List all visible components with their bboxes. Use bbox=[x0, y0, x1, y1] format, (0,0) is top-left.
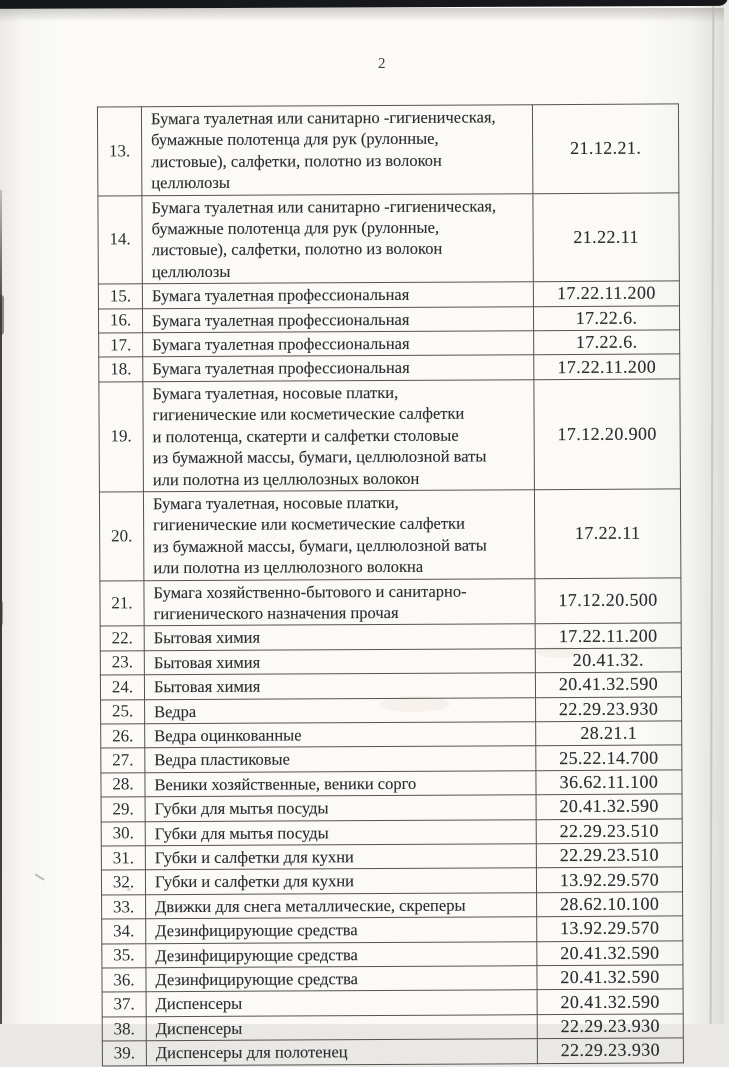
row-number: 28. bbox=[101, 773, 145, 798]
table-row bbox=[101, 721, 682, 748]
row-number: 25. bbox=[101, 699, 145, 724]
row-number: 34. bbox=[102, 919, 146, 944]
row-code: 17.22.11.200 bbox=[533, 281, 679, 306]
row-code: 21.12.21. bbox=[532, 104, 678, 193]
table-row bbox=[102, 989, 683, 1016]
row-code: 13.92.29.570 bbox=[536, 867, 682, 892]
row-code: 20.41.32. bbox=[535, 648, 681, 673]
row-number: 15. bbox=[98, 284, 142, 309]
row-number: 35. bbox=[102, 943, 146, 968]
row-number: 20. bbox=[99, 492, 143, 581]
row-number: 30. bbox=[101, 821, 145, 846]
row-number: 27. bbox=[101, 748, 145, 773]
row-description: Бумага хозяйственно-бытового и санитарно- гигиенического назначения прочая bbox=[144, 578, 535, 626]
row-description: Ведра пластиковые bbox=[145, 746, 536, 772]
table-row bbox=[101, 794, 682, 821]
table-row bbox=[100, 623, 681, 650]
row-code: 20.41.32.590 bbox=[535, 672, 681, 697]
row-number: 37. bbox=[102, 992, 146, 1017]
row-number: 22. bbox=[100, 626, 144, 651]
row-description: Бытовая химия bbox=[144, 648, 535, 674]
row-code: 17.22.11.200 bbox=[534, 354, 680, 379]
row-description: Бумага туалетная, носовые платки, гигиенические или косметические салфетки и полотенца, скатерти и салфетки столовые из бумажной массы, бумаги, целлюлозной ваты или полотна из целлюлозных волокон bbox=[143, 380, 535, 492]
table-row bbox=[102, 916, 683, 943]
row-description: Диспенсеры bbox=[146, 1015, 537, 1041]
row-description: Бумага туалетная или санитарно -гигиеническая, бумажные полотенца для рук (рулонные, листовые), салфетки, полотно из волокон целлюлозы bbox=[141, 105, 532, 196]
row-number: 24. bbox=[100, 675, 144, 700]
row-number: 26. bbox=[101, 724, 145, 749]
row-description: Бумага туалетная профессиональная bbox=[142, 282, 533, 308]
row-number: 38. bbox=[102, 1017, 146, 1042]
row-code: 20.41.32.590 bbox=[536, 794, 682, 819]
row-number: 39. bbox=[102, 1041, 146, 1066]
row-number: 17. bbox=[99, 333, 143, 358]
table-row bbox=[101, 867, 682, 894]
row-code: 20.41.32.590 bbox=[537, 989, 683, 1014]
row-code: 22.29.23.930 bbox=[536, 696, 682, 721]
table-row bbox=[101, 843, 682, 870]
row-description: Бытовая химия bbox=[144, 624, 535, 650]
table-row bbox=[101, 745, 682, 772]
row-code: 13.92.29.570 bbox=[537, 916, 683, 941]
row-description: Дезинфицирующие средства bbox=[146, 941, 537, 967]
row-description: Бумага туалетная профессиональная bbox=[143, 331, 534, 357]
row-description: Бумага туалетная профессиональная bbox=[142, 306, 533, 332]
row-description: Дезинфицирующие средства bbox=[146, 966, 537, 992]
row-description: Бумага туалетная профессиональная bbox=[143, 355, 534, 381]
table-row bbox=[102, 1038, 683, 1065]
row-description: Бытовая химия bbox=[144, 673, 535, 699]
table-row bbox=[101, 770, 682, 797]
table-row bbox=[99, 354, 680, 381]
row-code: 17.22.11.200 bbox=[535, 623, 681, 648]
row-description: Ведра оцинкованные bbox=[145, 722, 536, 748]
row-description: Дезинфицирующие средства bbox=[146, 917, 537, 943]
row-code: 22.29.23.930 bbox=[537, 1038, 683, 1063]
row-number: 32. bbox=[101, 870, 145, 895]
table-row bbox=[100, 672, 681, 699]
row-number: 13. bbox=[97, 107, 141, 196]
row-code: 17.22.6. bbox=[534, 330, 680, 355]
row-code: 22.29.23.510 bbox=[536, 843, 682, 868]
row-code: 17.22.11 bbox=[534, 489, 680, 578]
page-number: 2 bbox=[377, 55, 386, 73]
row-number: 33. bbox=[102, 895, 146, 920]
table-row bbox=[101, 696, 682, 723]
row-code: 36.62.11.100 bbox=[536, 770, 682, 795]
row-description: Бумага туалетная, носовые платки, гигиенические или косметические салфетки из бумажной массы, бумаги, целлюлозной ваты или полотна из целлюлозного волокна bbox=[143, 490, 534, 581]
row-code: 17.22.6. bbox=[533, 306, 679, 331]
row-code: 17.12.20.900 bbox=[534, 379, 681, 490]
row-number: 14. bbox=[98, 195, 142, 284]
row-code: 25.22.14.700 bbox=[536, 745, 682, 770]
row-number: 19. bbox=[99, 382, 144, 492]
table-row bbox=[102, 1014, 683, 1041]
row-code: 28.62.10.100 bbox=[537, 892, 683, 917]
table-body bbox=[97, 104, 683, 1066]
row-number: 21. bbox=[100, 580, 144, 626]
row-description: Веники хозяйственные, веники сорго bbox=[145, 770, 536, 796]
row-number: 23. bbox=[100, 650, 144, 675]
row-number: 36. bbox=[102, 968, 146, 993]
row-code: 22.29.23.930 bbox=[537, 1014, 683, 1039]
row-code: 21.22.11 bbox=[533, 193, 679, 282]
row-code: 20.41.32.590 bbox=[537, 941, 683, 966]
row-number: 18. bbox=[99, 357, 143, 382]
row-code: 28.21.1 bbox=[536, 721, 682, 746]
table-row bbox=[100, 577, 681, 626]
table-row bbox=[102, 965, 683, 992]
table-row bbox=[99, 489, 680, 581]
table-row bbox=[97, 104, 678, 196]
row-description: Диспенсеры bbox=[146, 990, 537, 1016]
table-row bbox=[99, 379, 681, 492]
table-row bbox=[98, 281, 679, 308]
table-row bbox=[102, 892, 683, 919]
row-code: 17.12.20.500 bbox=[535, 577, 681, 624]
table-row bbox=[102, 941, 683, 968]
row-number: 29. bbox=[101, 797, 145, 822]
table-row bbox=[99, 330, 680, 357]
goods-classification-table bbox=[97, 103, 684, 1066]
row-number: 31. bbox=[101, 846, 145, 871]
row-description: Ведра bbox=[145, 697, 536, 723]
row-description: Губки для мытья посуды bbox=[145, 819, 536, 845]
row-description: Губки и салфетки для кухни bbox=[145, 868, 536, 894]
table-row bbox=[100, 648, 681, 675]
row-code: 22.29.23.510 bbox=[536, 819, 682, 844]
table-row bbox=[101, 819, 682, 846]
table-row bbox=[98, 193, 679, 285]
table-row bbox=[98, 306, 679, 333]
row-description: Диспенсеры для полотенец bbox=[146, 1039, 537, 1065]
row-description: Губки для мытья посуды bbox=[145, 795, 536, 821]
row-description: Губки и салфетки для кухни bbox=[145, 844, 536, 870]
row-description: Бумага туалетная или санитарно -гигиеническая, бумажные полотенца для рук (рулонные, листовые), салфетки, полотно из волокон целлюлозы bbox=[142, 193, 533, 284]
row-number: 16. bbox=[98, 308, 142, 333]
row-code: 20.41.32.590 bbox=[537, 965, 683, 990]
row-description: Движки для снега металлические, скреперы bbox=[146, 893, 537, 919]
